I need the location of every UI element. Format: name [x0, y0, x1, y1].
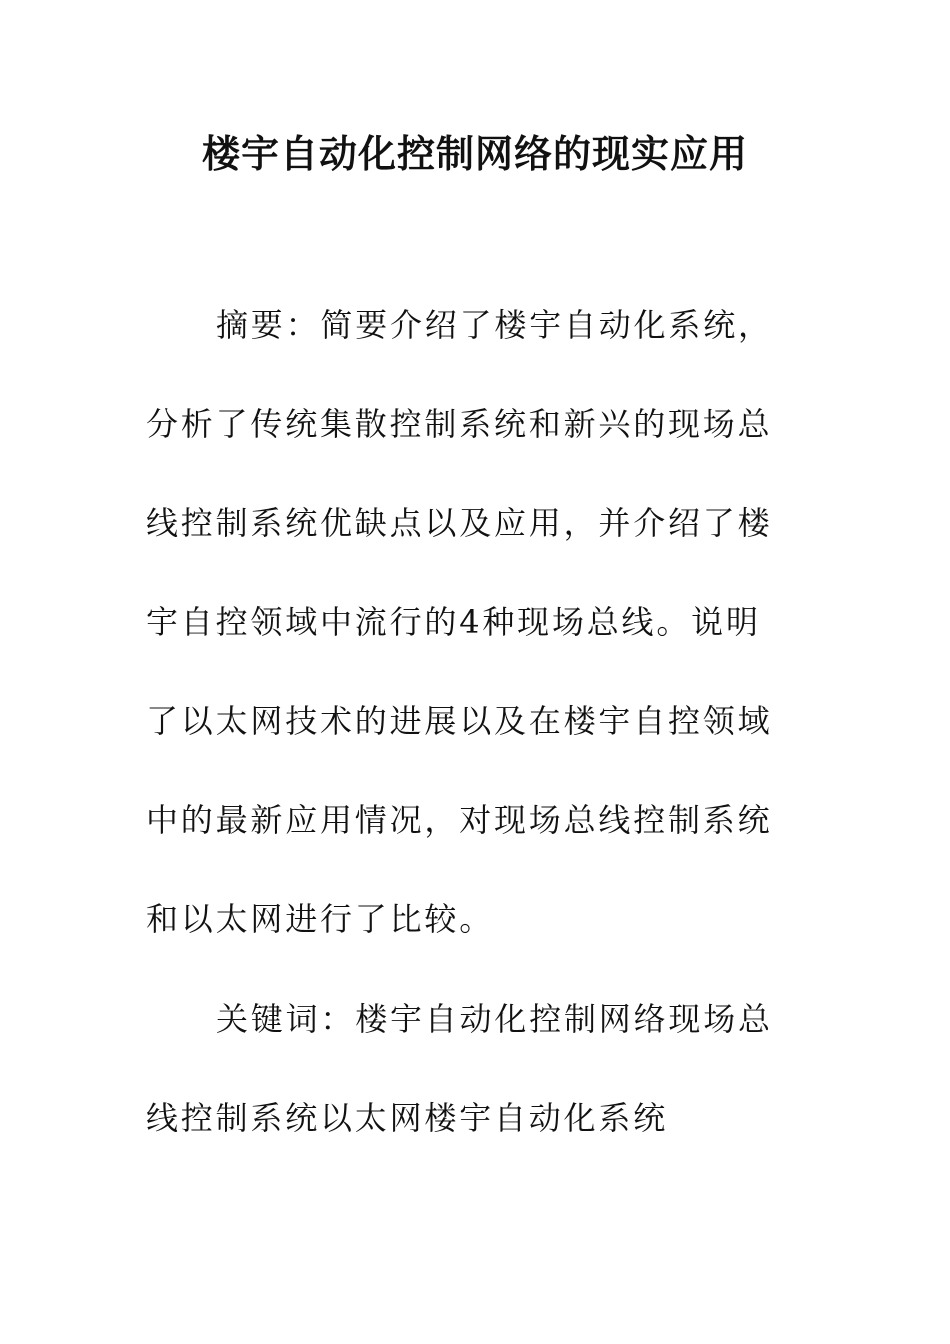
keywords-paragraph: 关键词：楼宇自动化控制网络现场总线控制系统以太网楼宇自动化系统 [146, 1000, 773, 1137]
document-title: 楼宇自动化控制网络的现实应用 [201, 132, 748, 176]
abstract-paragraph: 摘要：简要介绍了楼宇自动化系统，分析了传统集散控制系统和新兴的现场总线控制系统优缺点以及应用，并介绍了楼宇自控领域中流行的4种现场总线。说明了以太网技术的进展以及在楼宇自控领域中的最新应用情况，对现场总线控制系统和以太网进行了比较。 [146, 306, 773, 938]
